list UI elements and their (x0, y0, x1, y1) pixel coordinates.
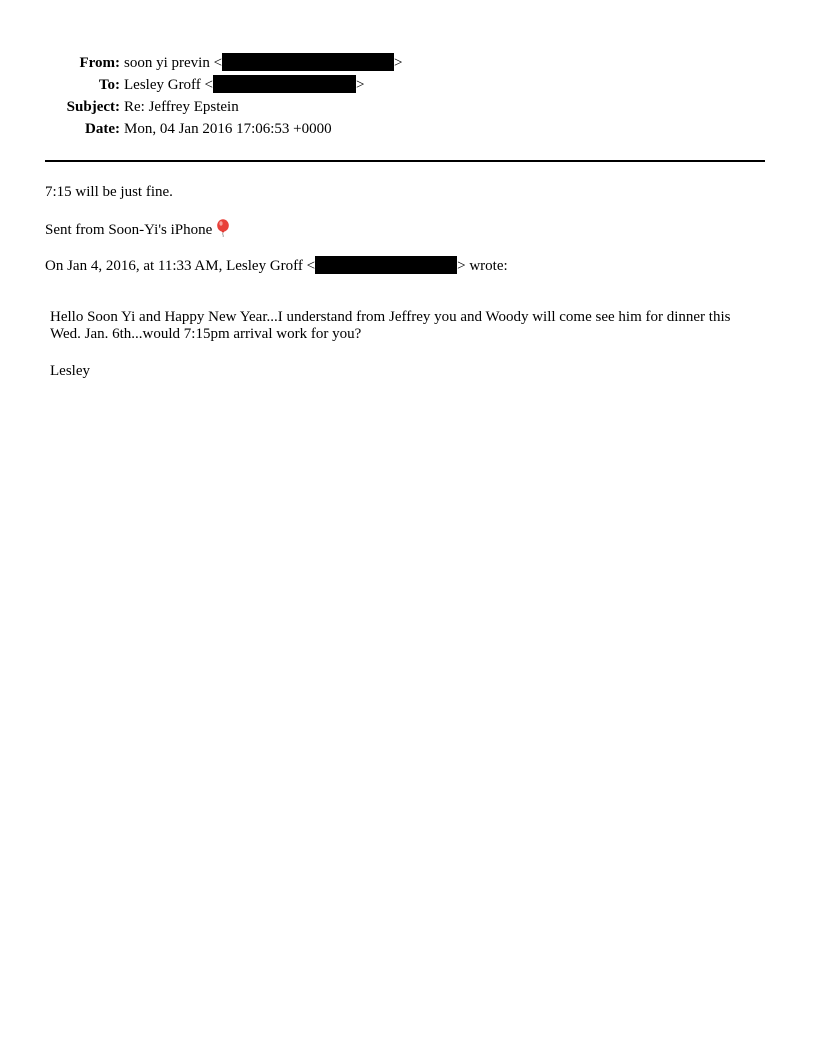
to-label: To: (98, 77, 120, 93)
quote-intro-prefix: On Jan 4, 2016, at 11:33 AM, Lesley Groff < (45, 258, 316, 274)
quote-intro (45, 256, 508, 276)
redacted-email-to (213, 75, 356, 93)
to-value (124, 74, 364, 96)
to-row (0, 74, 816, 96)
from-value (124, 52, 403, 74)
quoted-body: Hello Soon Yi and Happy New Year...I understand from Jeffrey you and Woody will come see him for dinner this Wed. Jan. 6th...would 7:15pm arrival work for you? (50, 309, 731, 342)
quote-intro-suffix: > wrote: (457, 258, 508, 274)
from-label: From: (79, 55, 120, 71)
date-row (0, 118, 816, 140)
signature-line (45, 219, 230, 240)
from-name: soon yi previn < (124, 55, 223, 71)
signature-text: Sent from Soon-Yi's iPhone (45, 222, 213, 238)
redacted-email-from (222, 53, 394, 71)
email-header (0, 52, 816, 140)
header-divider (45, 160, 765, 162)
reply-text: 7:15 will be just fine. (45, 184, 173, 200)
quoted-signoff: Lesley (50, 363, 90, 379)
redacted-email-quote (315, 256, 457, 274)
date-label: Date: (85, 121, 120, 137)
from-row (0, 52, 816, 74)
to-name: Lesley Groff < (124, 77, 213, 93)
balloon-icon (216, 219, 230, 237)
subject-value: Re: Jeffrey Epstein (124, 99, 239, 115)
subject-row (0, 96, 816, 118)
subject-label: Subject: (66, 99, 120, 115)
date-value: Mon, 04 Jan 2016 17:06:53 +0000 (124, 121, 332, 137)
to-close: > (356, 77, 365, 93)
from-close: > (394, 55, 403, 71)
